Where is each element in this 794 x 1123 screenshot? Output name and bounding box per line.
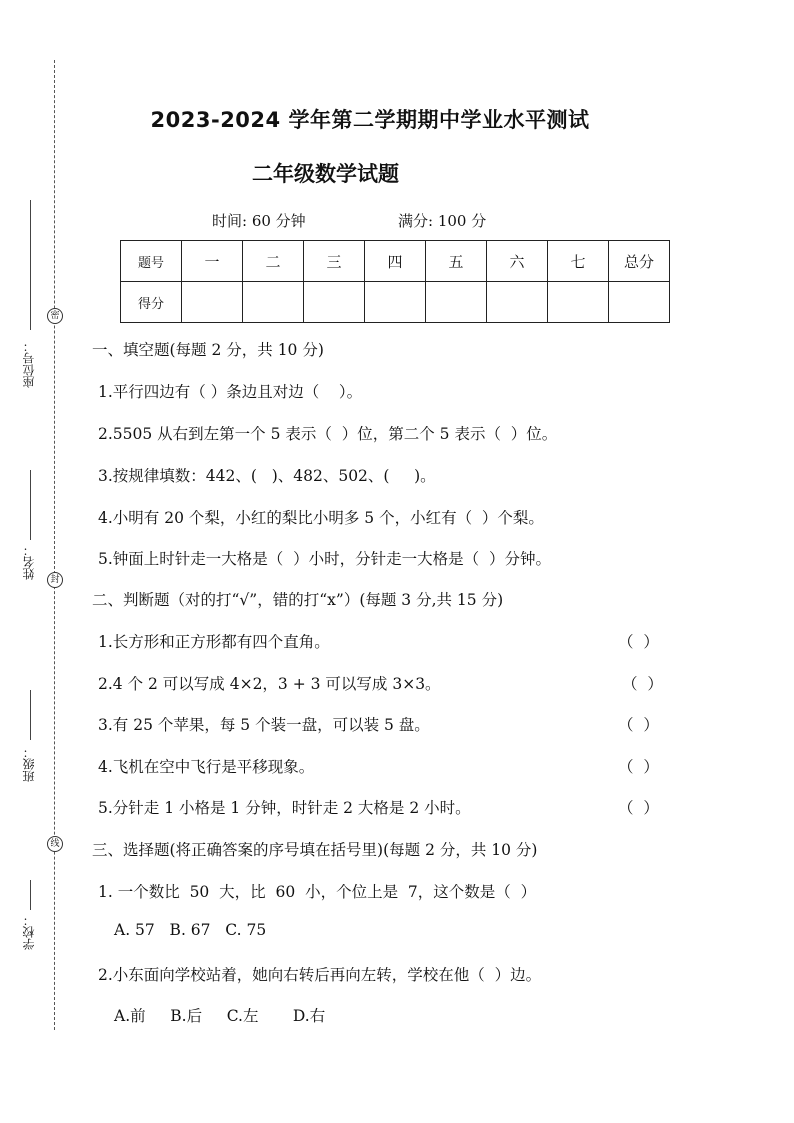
exam-subtitle: 二年级数学试题 bbox=[252, 162, 399, 186]
answer-parentheses[interactable]: （ ） bbox=[618, 799, 659, 817]
score-table bbox=[120, 240, 670, 323]
choice-options: A. 57 B. 67 C. 75 bbox=[114, 921, 267, 939]
seal-mark-mi: 密 bbox=[47, 308, 63, 324]
answer-parentheses[interactable]: （ ） bbox=[622, 675, 663, 693]
column-header: 一 bbox=[182, 241, 243, 282]
score-cell[interactable] bbox=[426, 282, 487, 323]
seal-dashed-line bbox=[54, 60, 55, 1030]
exam-time: 时间: 60 分钟 bbox=[212, 212, 306, 230]
seal-mark-feng: 封 bbox=[47, 572, 63, 588]
class-field bbox=[20, 690, 42, 800]
class-label: 班级： bbox=[22, 746, 36, 782]
seat-number-field bbox=[20, 200, 42, 400]
column-header: 四 bbox=[365, 241, 426, 282]
question-item: 2.小东面向学校站着，她向右转后再向左转，学校在他（ ）边。 bbox=[98, 966, 542, 984]
school-label: 学校： bbox=[22, 914, 36, 950]
score-cell[interactable] bbox=[548, 282, 609, 323]
column-header-total: 总分 bbox=[609, 241, 670, 282]
column-header: 五 bbox=[426, 241, 487, 282]
section-3-heading: 三、选择题(将正确答案的序号填在括号里)(每题 2 分，共 10 分) bbox=[92, 841, 538, 859]
name-line[interactable] bbox=[30, 470, 31, 540]
score-cell[interactable] bbox=[365, 282, 426, 323]
binding-sidebar bbox=[0, 0, 80, 1123]
question-item: 3.有 25 个苹果，每 5 个装一盘，可以装 5 盘。 bbox=[98, 716, 430, 734]
question-item: 2.5505 从右到左第一个 5 表示（ ）位，第二个 5 表示（ ）位。 bbox=[98, 425, 558, 443]
question-item: 2.4 个 2 可以写成 4×2，3 + 3 可以写成 3×3。 bbox=[98, 675, 441, 693]
name-field bbox=[20, 470, 42, 590]
score-cell[interactable] bbox=[243, 282, 304, 323]
score-table-score-row bbox=[121, 282, 670, 323]
answer-parentheses[interactable]: （ ） bbox=[618, 716, 659, 734]
question-item: 4.小明有 20 个梨，小红的梨比小明多 5 个，小红有（ ）个梨。 bbox=[98, 509, 544, 527]
question-number-label: 题号 bbox=[121, 241, 182, 282]
answer-parentheses[interactable]: （ ） bbox=[618, 758, 659, 776]
answer-parentheses[interactable]: （ ） bbox=[618, 633, 659, 651]
exam-full-score: 满分: 100 分 bbox=[398, 212, 487, 230]
class-line[interactable] bbox=[30, 690, 31, 740]
question-item: 3.按规律填数：442、( )、482、502、( )。 bbox=[98, 467, 436, 485]
score-cell[interactable] bbox=[304, 282, 365, 323]
question-item: 5.分针走 1 小格是 1 分钟，时针走 2 大格是 2 小时。 bbox=[98, 799, 471, 817]
column-header: 六 bbox=[487, 241, 548, 282]
school-line[interactable] bbox=[30, 880, 31, 910]
school-field bbox=[20, 880, 42, 960]
column-header: 二 bbox=[243, 241, 304, 282]
section-2-heading: 二、判断题（对的打“√”，错的打“x”）(每题 3 分,共 15 分) bbox=[92, 591, 504, 609]
question-item: 1.长方形和正方形都有四个直角。 bbox=[98, 633, 330, 651]
seat-number-label: 座位号： bbox=[22, 340, 36, 388]
score-cell[interactable] bbox=[487, 282, 548, 323]
seal-mark-xian: 线 bbox=[47, 836, 63, 852]
question-item: 5.钟面上时针走一大格是（ ）小时，分针走一大格是（ ）分钟。 bbox=[98, 550, 551, 568]
seat-number-line[interactable] bbox=[30, 200, 31, 330]
column-header: 三 bbox=[304, 241, 365, 282]
column-header: 七 bbox=[548, 241, 609, 282]
name-label: 姓名： bbox=[22, 544, 36, 580]
question-item: 1. 一个数比 50 大，比 60 小，个位上是 7，这个数是（ ） bbox=[98, 883, 537, 901]
score-cell-total[interactable] bbox=[609, 282, 670, 323]
question-item: 4.飞机在空中飞行是平移现象。 bbox=[98, 758, 315, 776]
score-table-header-row bbox=[121, 241, 670, 282]
question-item: 1.平行四边有（ ）条边且对边（ ）。 bbox=[98, 383, 363, 401]
section-1-heading: 一、填空题(每题 2 分，共 10 分) bbox=[92, 341, 324, 359]
score-cell[interactable] bbox=[182, 282, 243, 323]
choice-options: A.前 B.后 C.左 D.右 bbox=[114, 1007, 326, 1025]
exam-title: 2023-2024 学年第二学期期中学业水平测试 bbox=[150, 108, 590, 132]
score-label: 得分 bbox=[121, 282, 182, 323]
